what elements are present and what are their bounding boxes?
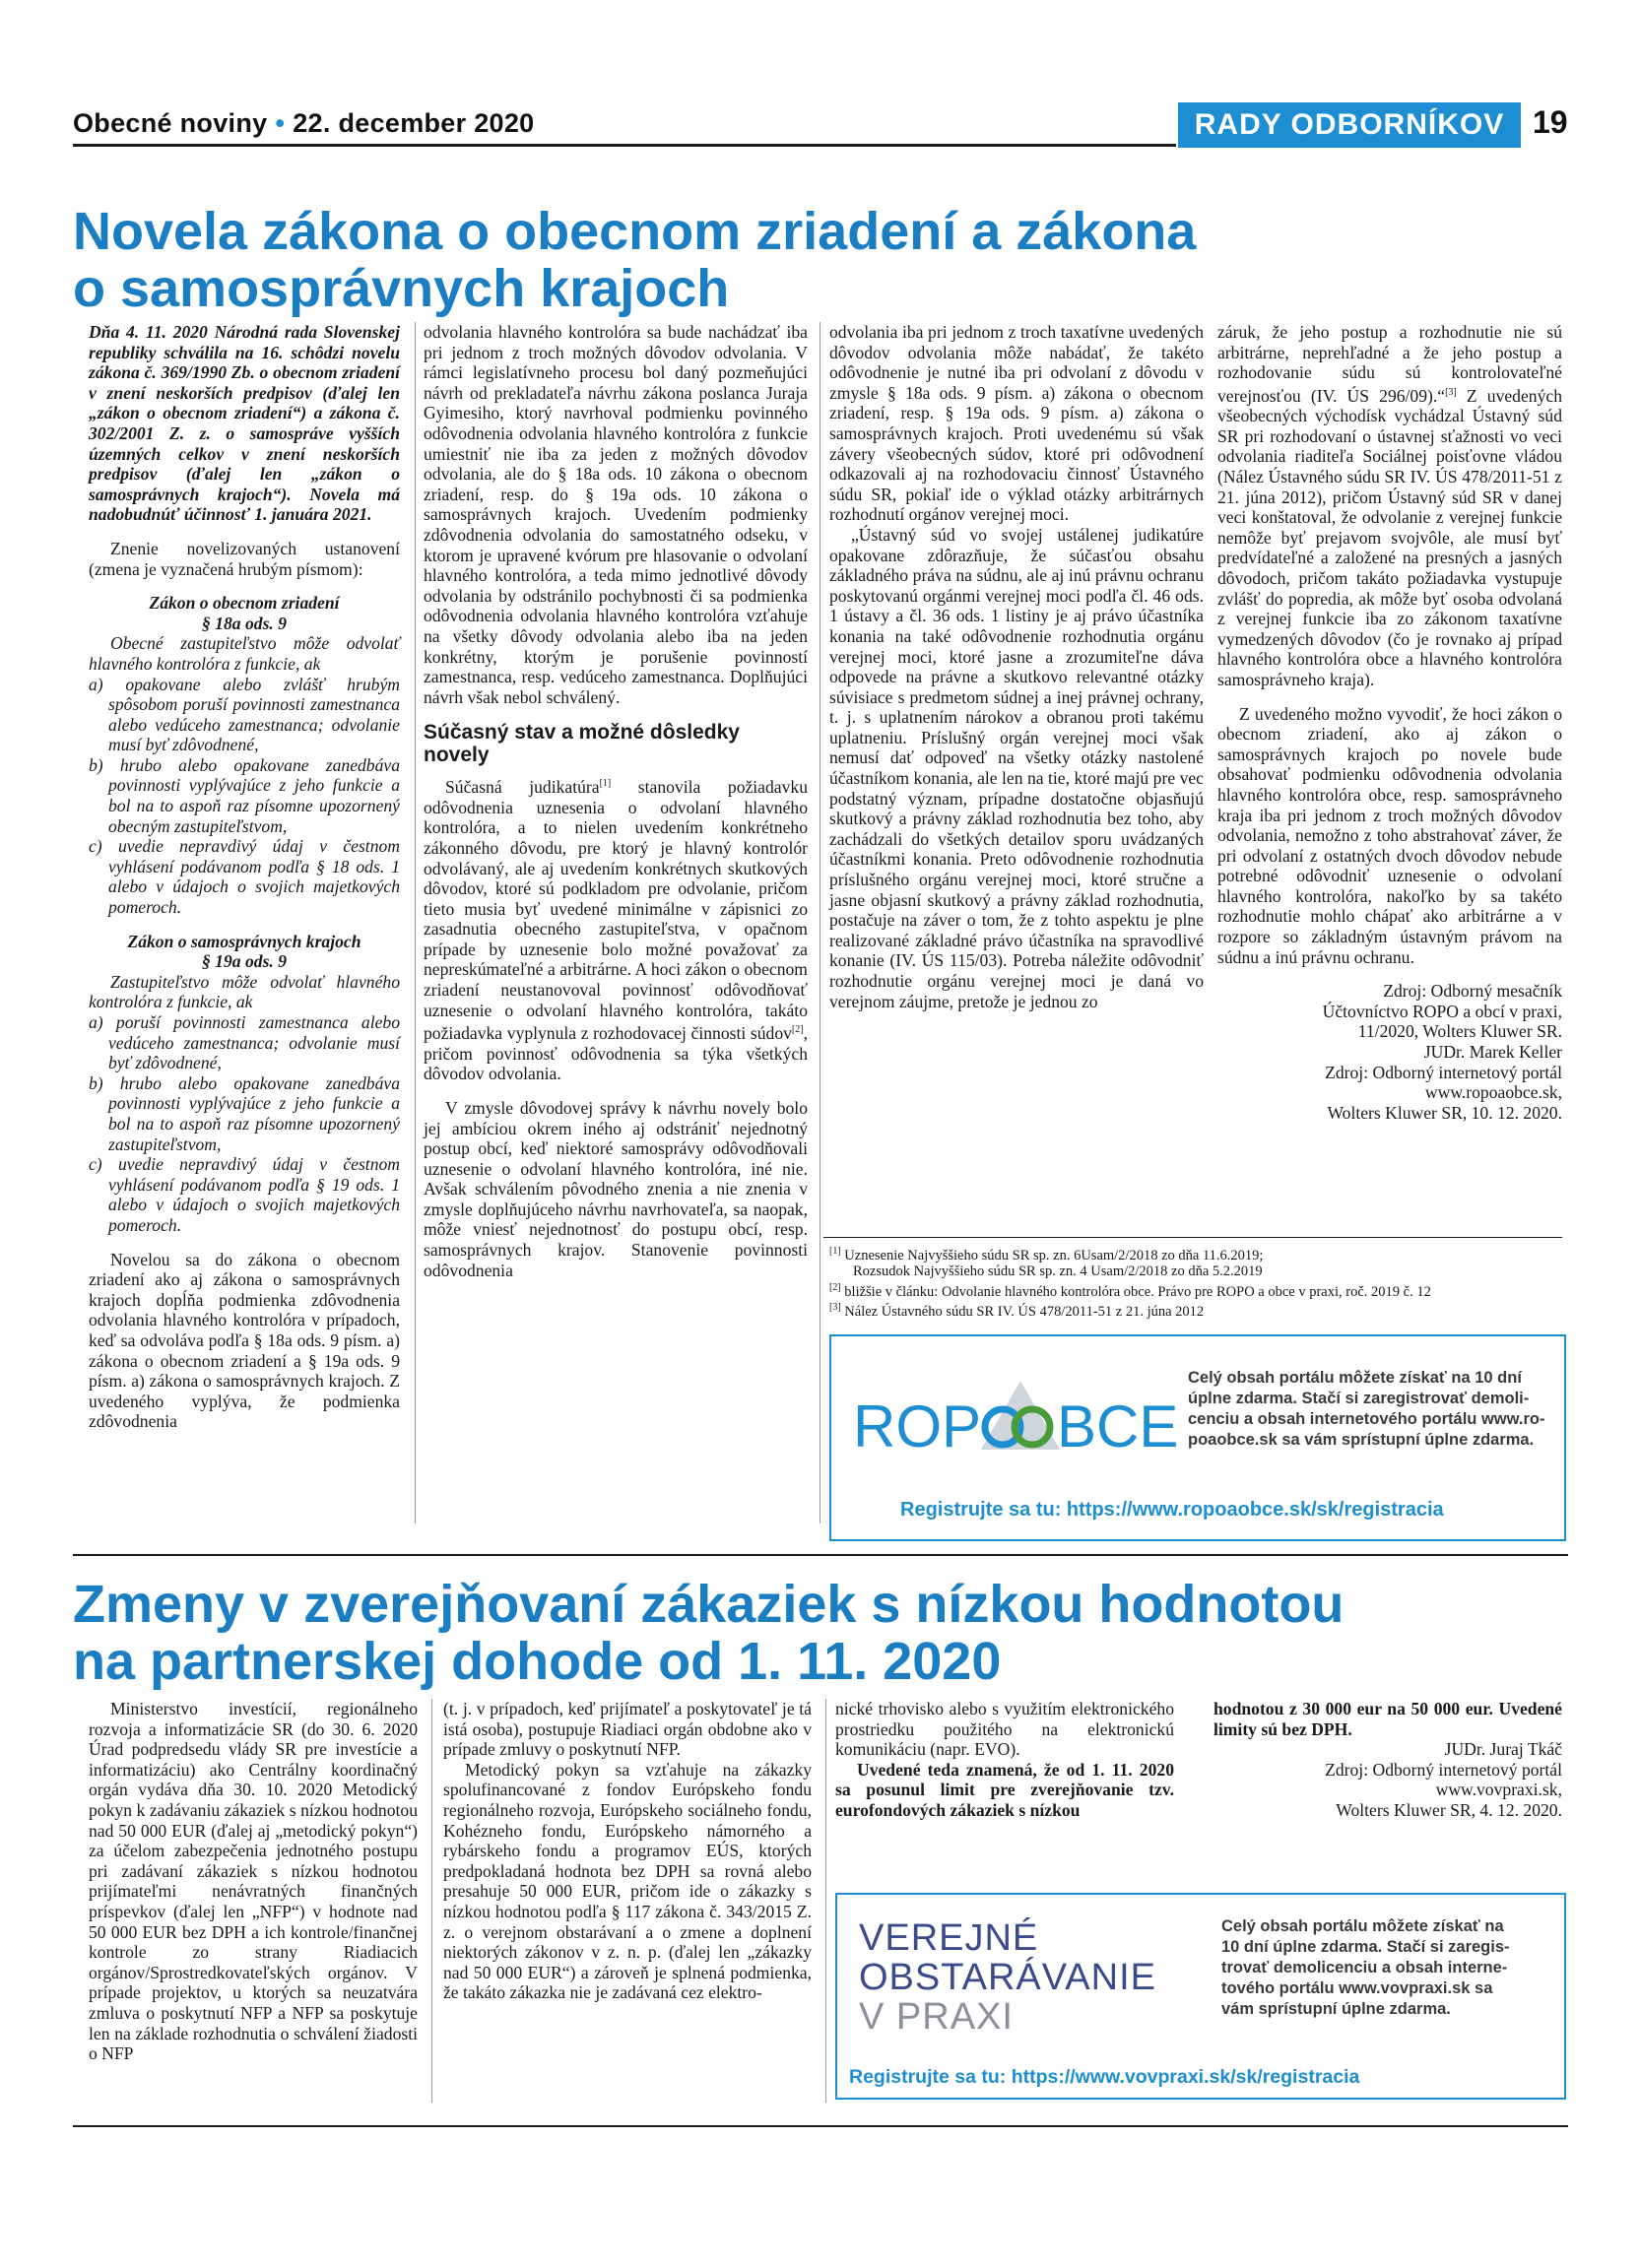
law1-intro: Obecné zastupiteľstvo môže odvolať hlavného kontrolóra z funkcie, ak (89, 633, 400, 674)
article2-paragraph: Uvedené teda znamená, že od 1. 11. 2020 sa posunul limit pre zverejňovanie tzv. eurofondových zákaziek s nízkou (835, 1759, 1174, 1820)
text-run: stanovila požiadavku odôvodnenia uznesenia o odvolaní hlavného kontrolóra, a to nielen uvedením konkrétneho zákonného dôvodu, pre ktorý je hlavný kontrolór odvolávaný, ale aj uvedením konkrétnych skutkových dôvodov, ktoré sú podkladom pre odvolanie, pričom tieto musia byť uvedené minimálne v zápisnici zo zasadnutia obecného zastupiteľstva, v opačnom prípade by uznesenie bolo možné považovať za nepreskúmateľné a arbitrárne. A hoci zákon o obecnom zriadení neustanovoval povinnosť odôvodňovať uznesenie o odvolaní hlavného kontrolóra, takáto požiadavka vyplynula z rozhodovacej činnosti súdov (424, 777, 808, 1044)
footnotes (829, 1244, 1568, 1321)
article1-column-2 (424, 322, 808, 1280)
column-divider (431, 1699, 432, 2103)
ad1-registration-link[interactable]: Registrujte sa tu: https://www.ropoaobce.sk/sk/registracia (900, 1499, 1444, 1521)
text-run: záruk, že jeho postup a rozhodnutie nie sú arbitrárne, neprehľadné a že jeho postup a rozhodovanie súdu sú kontrolovateľné verejnosťou (IV. ÚS 296/09).“ (1217, 322, 1562, 406)
footnote-text: Uznesenie Najvyššieho súdu SR sp. zn. 6Usam/2/2018 zo dňa 11.6.2019; (844, 1247, 1264, 1264)
article1-column-3 (829, 322, 1204, 1011)
article2-title (73, 1576, 1344, 1690)
logo-line: V PRAXI (859, 1996, 1014, 2038)
article1-subheading (424, 721, 808, 766)
ropoaobce-logo (853, 1376, 1178, 1474)
article-divider (73, 1554, 1568, 1556)
issue-date: 22. december 2020 (293, 108, 535, 138)
source-line: Zdroj: Odborný internetový portál (1325, 1062, 1562, 1082)
article2-paragraph: Ministerstvo investícií, regionálneho rozvoja a informatizácie SR (do 30. 6. 2020 Úrad podpredsedu vlády SR pre investície a informatizáciu) ako Centrálny koordinačný orgán vydáva dňa 30. 10. 2020 Metodický pokyn k zadávaniu zákaziek s nízkou hodnotou nad 50 000 EUR (ďalej aj „metodický pokyn“) za účelom zabezpečenia jednotného postupu pri zadávaní zákaziek s nízkou hodnotou prijímateľmi nenávratných finančných príspevkov (ďalej len „NFP“) v hodnote nad 50 000 EUR bez DPH a ich kontrole/finančnej kontrole zo strany Riadiacich orgánov/Sprostredkovateľských orgánov. V prípade projektov, u ktorých sa neuzatvára zmluva o poskytnutí NFP a NFP sa poskytuje len na základe rozhodnutia o schválení žiadosti o NFP (89, 1699, 418, 2064)
article1-paragraph (424, 774, 808, 1084)
ad-text-line: 10 dní úplne zdarma. Stačí si zaregis- (1221, 1938, 1510, 1956)
ad-text-line: Celý obsah portálu môžete získať na 10 dní (1188, 1369, 1522, 1387)
article1-title-line2: o samosprávnych krajoch (73, 259, 730, 318)
source-line: Wolters Kluwer SR, 4. 12. 2020. (1336, 1799, 1562, 1820)
footnote-ref: [3] (1445, 386, 1457, 398)
author-name: JUDr. Juraj Tkáč (1444, 1739, 1562, 1760)
article1-title-line1: Novela zákona o obecnom zriadení a zákona (73, 202, 1197, 261)
law2-paragraph-ref: § 19a ods. 9 (201, 951, 288, 972)
footnote-mark: [3] (829, 1302, 841, 1314)
bottom-rule (73, 2125, 1568, 2127)
article2-column-2 (443, 1699, 812, 2003)
article1-title (73, 203, 1196, 317)
article2-column-1 (89, 1699, 418, 2064)
article2-title-line2: na partnerskej dohode od 1. 11. 2020 (73, 1632, 1002, 1691)
logo-text-left: ROP (853, 1393, 982, 1459)
law2-title: Zákon o samosprávnych krajoch (127, 931, 361, 951)
article2-column-4 (1214, 1699, 1562, 1821)
ad-text-line: cenciu a obsah internetového portálu www.ro- (1188, 1410, 1545, 1428)
column-divider (825, 1699, 826, 2103)
article2-paragraph: (t. j. v prípadoch, keď prijímateľ a poskytovateľ je tá istá osoba), postupuje Riadiaci orgán obdobne ako v prípade zmluvy o poskytnutí NFP. (443, 1699, 812, 1760)
text-run: Súčasná judikatúra (445, 777, 600, 798)
law1-item-c: c) uvedie nepravdivý údaj v čestnom vyhlásení podávanom podľa § 18 ods. 1 alebo v údajoch o svojich majetkových pomeroch. (89, 836, 400, 918)
article1-paragraph: Znenie novelizovaných ustanovení (zmena je vyznačená hrubým písmom): (89, 538, 400, 579)
text-run: Z uvedených všeobecných východísk vychádzal Ústavný súd SR pri rozhodovaní o ústavnej sťažnosti vo veci odvolania riaditeľa Sociálnej poisťovne vládou (Nález Ústavného súdu SR IV. ÚS 478/2011-51 z 21. júna 2012), pričom Ústavný súd SR v danej veci konštatoval, že odvolanie z verejnej funkcie nemôže byť prejavom svojvôle, ale musí byť predvídateľné a založené na presných a jasných dôvodoch, pričom takáto požiadavka vystupuje zvlášť do popredia, ak môže byť osoba odvolaná z verejnej funkcie iba zo zákonom taxatívne vymedzených dôvodov (čo je rovnako aj prípad hlavného kontrolóra obce a hlavného kontrolóra samosprávneho kraja). (1217, 385, 1562, 689)
article1-paragraph: Novelou sa do zákona o obecnom zriadení ako aj zákona o samosprávnych krajoch dopĺňa podmienka zdôvodnenia odvolania hlavného kontrolóra v prípadoch, keď sa odvoláva podľa § 18a ods. 9 písm. a) zákona o obecnom zriadení a § 19a ods. 9 písm. a) zákona o samosprávnych krajoch. Z uvedeného vyplýva, že podmienka zdôvodnenia (89, 1249, 400, 1432)
paper-name: Obecné noviny (73, 108, 268, 138)
article2-title-line1: Zmeny v zverejňovaní zákaziek s nízkou hodnotou (73, 1575, 1345, 1634)
footnote-ref: [2] (791, 1024, 804, 1036)
ad-text-line: poaobce.sk sa vám sprístupní úplne zdarma. (1188, 1431, 1535, 1449)
article1-quote: „Ústavný súd vo svojej ustálenej judikatúre opakovane zdôrazňuje, že súčasťou obsahu základného práva na súdnu, ale aj inú právnu ochranu poskytovanú orgánmi verejnej moci podľa čl. 46 ods. 1 ústavy a čl. 36 ods. 1 listiny je aj právo účastníka konania na také odôvodnenie rozhodnutia orgánu verejnej moci, ktoré jasne a zrozumiteľne dáva odpovede na právne a skutkovo relevantné otázky súvisiace s predmetom súdnej a inej právnej ochrany, t. j. s uplatnením nárokov a obranou proti takému uplatneniu. Príslušný orgán verejnej moci však nemusí dať odpoveď na všetky otázky nastolené účastníkom konania, ale len na tie, ktoré majú pre vec podstatný význam, prípadne dostatočne objasňujú skutkový a právny základ rozhodnutia bez toho, aby zachádzali do všetkých detailov sporu uvádzaných účastníkmi konania. Preto odôvodnenie rozhodnutia príslušného orgánu verejnej moci, ktoré stručne a jasne objasní skutkový a právny základ rozhodnutia, postačuje na záver o tom, že z tohto aspektu je plne realizované základné právo účastníka na spravodlivé konanie (IV. ÚS 115/03). Potreba náležite odôvodniť rozhodnutie orgánu verejnej moci je daná vo verejnom záujme, pretože je jednou zo (829, 524, 1204, 1011)
logo-line: OBSTARÁVANIE (859, 1957, 1156, 1998)
source-line: Zdroj: Odborný internetový portál (1325, 1759, 1562, 1780)
article1-paragraph (1217, 322, 1562, 690)
masthead (73, 108, 534, 139)
logo-line: VEREJNÉ (859, 1917, 1039, 1959)
footnote (829, 1280, 1568, 1300)
law2-item-c: c) uvedie nepravdivý údaj v čestnom vyhlásení podávanom podľa § 19 ods. 1 alebo v údajoch o svojich majetkových pomeroch. (89, 1154, 400, 1235)
footnote (829, 1264, 1568, 1280)
footnote-rule (823, 1237, 1562, 1238)
law2-item-b: b) hrubo alebo opakovane zanedbáva povinnosti vyplývajúce z jeho funkcie a bol na to aspoň raz písomne upozornený zastupiteľstvom, (89, 1072, 400, 1154)
article1-column-1 (89, 322, 400, 1432)
ad-text-line: vám sprístupní úplne zdarma. (1221, 2000, 1451, 2018)
ad-text-line: trovať demolicenciu a obsah interne- (1221, 1959, 1508, 1976)
footnote-mark: [2] (829, 1282, 841, 1294)
ad2-description (1221, 1916, 1556, 2020)
footnote-mark: [1] (829, 1246, 841, 1257)
source-line: Wolters Kluwer SR, 10. 12. 2020. (1327, 1102, 1562, 1123)
ad1-description (1188, 1368, 1562, 1451)
footnote (829, 1244, 1568, 1264)
footnote-text: Nález Ústavného súdu SR IV. ÚS 478/2011-51 z 21. júna 2012 (844, 1304, 1205, 1321)
section-label: RADY ODBORNÍKOV (1178, 102, 1521, 148)
separator-dot: • (275, 108, 286, 138)
article1-subheading-line2: novely (424, 744, 490, 767)
page-number: 19 (1533, 104, 1568, 140)
law1-paragraph-ref: § 18a ods. 9 (201, 613, 288, 633)
text-run: , pričom povinnosť odôvodnenia sa týka všetkých dôvodov odvolania. (424, 1023, 808, 1084)
article2-paragraph: nické trhovisko alebo s využitím elektronického prostriedku použitého na elektronickú komunikáciu (napr. EVO). (835, 1699, 1174, 1760)
source-line: 11/2020, Wolters Kluwer SR. (1357, 1021, 1562, 1042)
source-line: Účtovníctvo ROPO a obcí v praxi, (1322, 1001, 1562, 1021)
footnote-text: Rozsudok Najvyššieho súdu SR sp. zn. 4 Usam/2/2018 zo dňa 5.2.2019 (853, 1264, 1263, 1280)
article2-paragraph: hodnotou z 30 000 eur na 50 000 eur. Uvedené limity sú bez DPH. (1214, 1699, 1562, 1739)
law2-intro: Zastupiteľstvo môže odvolať hlavného kontrolóra z funkcie, ak (89, 971, 400, 1012)
author-name: JUDr. Marek Keller (1423, 1042, 1562, 1063)
footnote (829, 1300, 1568, 1320)
ad-text-line: Celý obsah portálu môžete získať na (1221, 1917, 1504, 1935)
vovpraxi-logo (859, 1917, 1156, 2038)
law1-item-b: b) hrubo alebo opakovane zanedbáva povinnosti vyplývajúce z jeho funkcie a bol na to aspoň raz písomne upozornený obecným zastupiteľstvom, (89, 754, 400, 836)
vovpraxi-ad[interactable] (835, 1893, 1566, 2100)
article1-lead: Dňa 4. 11. 2020 Národná rada Slovenskej republiky schválila na 16. schôdzi novelu zákona č. 369/1990 Zb. o obecnom zriadení v znení neskorších predpisov (ďalej len „zákon o obecnom zriadení“) a zákona č. 302/2001 Z. z. o samospráve vyšších územných celkov v znení neskorších predpisov (ďalej len „zákon o samosprávnych krajoch“). Novela má nadobudnúť účinnosť 1. januára 2021. (89, 322, 400, 525)
law1-title: Zákon o obecnom zriadení (149, 593, 340, 614)
footnote-text: bližšie v článku: Odvolanie hlavného kontrolóra obce. Právo pre ROPO a obce v praxi, roč. 2019 č. 12 (844, 1283, 1431, 1300)
footnote-ref: [1] (599, 778, 612, 790)
logo-text-right: BCE (1057, 1393, 1178, 1459)
article1-paragraph: V zmysle dôvodovej správy k návrhu novely bolo jej ambíciou okrem iného aj odstrániť nejednotný postup obcí, keď niektoré samosprávy odôvodňovali uznesenie o odvolaní hlavného kontrolóra, iné nie. Avšak schválením pôvodného znenia a nie znenia v zmysle doplňujúceho návrhu navrhovateľa, sa naopak, môže vniesť nejednotnosť do postupu obcí, resp. samosprávnych krajov. Stanovenie povinnosti odôvodnenia (424, 1097, 808, 1280)
ropoaobce-ad[interactable] (829, 1334, 1566, 1541)
article1-paragraph: odvolania iba pri jednom z troch taxatívne uvedených dôvodov odvolania môže nabádať, že takéto odôvodnenie je nutné iba pri odvolaní z dôvodu v zmysle § 18a ods. 9 písm. a) zákona o obecnom zriadení, resp. § 19a ods. 9 písm. a) zákona o samosprávnych krajoch. Proti uvedenému sú však závery všeobecných súdov, ktoré pri odôvodnení odkazovali aj na rozhodovaciu činnosť Ústavného súdu SR, pokiaľ ide o výklad otázky arbitrárnych rozhodnutí orgánov verejnej moci. (829, 322, 1204, 525)
source-link[interactable]: www.vovpraxi.sk, (1435, 1780, 1562, 1800)
article2-paragraph: Metodický pokyn sa vzťahuje na zákazky spolufinancované z fondov Európskeho fondu regionálneho rozvoja, Európskeho sociálneho fondu, Kohézneho fondu, Európskeho námorného a rybárskeho fondu a programov EÚS, ktorých predpokladaná hodnota bez DPH sa rovná alebo presahuje 50 000 EUR, pričom ide o zákazky s nízkou hodnotou podľa § 117 zákona č. 343/2015 Z. z. o verejnom obstarávaní a o zmene a doplnení niektorých zákonov v z. n. p. (ďalej len „zákazky nad 50 000 EUR“) a zároveň je splnená podmienka, že takáto zákazka nie je zadávaná cez elektro- (443, 1759, 812, 2003)
article1-column-4 (1217, 322, 1562, 1123)
column-divider (415, 322, 416, 1523)
source-link[interactable]: www.ropoaobce.sk, (1424, 1082, 1562, 1103)
article1-paragraph: Z uvedeného možno vyvodiť, že hoci zákon o obecnom zriadení, ako aj zákon o samosprávnych krajoch po novele bude obsahovať podmienku odôvodnenia odvolania hlavného kontrolóra obce, resp. samosprávneho kraja iba pri jednom z troch možných dôvodov odvolania, nemožno z toho abstrahovať záver, že pri odvolaní z ostatných dvoch dôvodov nebude potrebné odôvodniť uznesenie o odvolaní hlavného kontrolóra, nakoľko by sa takéto rozhodnutie mohlo chápať ako arbitrárne a v rozpore so základným ústavným právom na súdnu a inú právnu ochranu. (1217, 703, 1562, 967)
law1-item-a: a) opakovane alebo zvlášť hrubým spôsobom poruší povinnosti zamestnanca alebo vedúceho zamestnanca; odvolanie musí byť zdôvodnené, (89, 674, 400, 755)
article1-paragraph: odvolania hlavného kontrolóra sa bude nachádzať iba pri jednom z troch možných dôvodov odvolania. V rámci legislatívneho procesu bol daný pozmeňujúci návrh od prekladateľa návrhu zákona poslanca Juraja Gyimesiho, ktorý navrhoval podmienku povinného odôvodnenia odvolania hlavného kontrolóra z funkcie umiestniť nie iba za jeden z možných dôvodov odvolania, ale do § 18a ods. 10 zákona o obecnom zriadení, resp. do § 19a ods. 10 zákona o samosprávnych krajoch. Uvedením podmienky zdôvodnenia odvolania do samostatného odseku, v ktorom je upravené kvórum pre hlasovanie o odvolaní hlavného kontrolóra, a teda mimo jednotlivé dôvody odvolania by odstránilo pochybnosti či sa podmienka odôvodnenia odvolania hlavného kontrolóra vzťahuje na všetky dôvody odvolania alebo iba na jeden konkrétny, ktorým je porušenie povinností zamestnanca, resp. vedúceho zamestnanca. Doplňujúci návrh však nebol schválený. (424, 322, 808, 707)
ad-text-line: tového portálu www.vovpraxi.sk sa (1221, 1979, 1493, 1997)
law2-item-a: a) poruší povinnosti zamestnanca alebo vedúceho zamestnanca; odvolanie musí byť zdôvodnené, (89, 1012, 400, 1073)
header-rule (73, 144, 1176, 147)
ad-text-line: úplne zdarma. Stačí si zaregistrovať demoli- (1188, 1390, 1530, 1407)
article1-subheading-line1: Súčasný stav a možné dôsledky (424, 721, 740, 745)
ad2-registration-link[interactable]: Registrujte sa tu: https://www.vovpraxi.sk/sk/registracia (849, 2066, 1360, 2088)
article2-column-3 (835, 1699, 1174, 1821)
source-line: Zdroj: Odborný mesačník (1383, 981, 1562, 1002)
